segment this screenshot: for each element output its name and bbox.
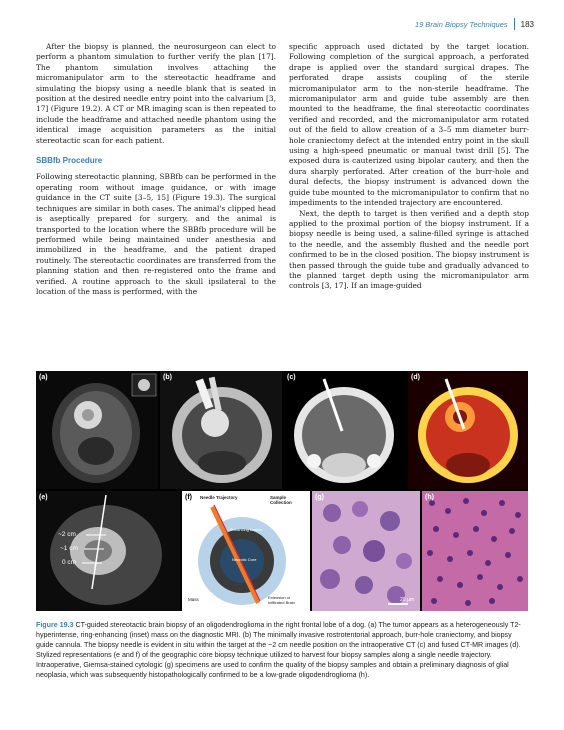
caption-text: CT-guided stereotactic brain biopsy of an oligodendroglioma in the right frontal lobe of a dog. (a) The tumor appears as a heterogeneously T2-hyperintense, ring-enhancing (inset) mass on the diagnostic MRI. (b) The minimally invasive rostrotentorial approach, burr-hole craniectomy, and biopsy guide cannula. The biopsy needle is evident in situ within the target at the ~2 cm needle position on the intraoperative CT (c) and fused CT-MR images (d). Stylized representations (e and f) of the geographic core biopsy technique utilized to harvest four biopsy samples along a single needle trajectory. Intraoperative, Giemsa-stained cytologic (g) specimens are used to confirm the quality of the biopsy samples and obtain a preliminary diagnosis of glial neoplasia, which was subsequently histopathologically confirmed to be a low-grade oligodendroglioma (h). [36,621,521,679]
panel-label-c: (c) [287,374,296,381]
figure-caption [36,620,528,680]
panel-label-e: (e) [39,494,48,501]
panel-a-mri [36,371,158,489]
left-column [36,42,276,297]
mark-1cm: ~1 cm [60,545,78,552]
left-paragraph-2: Following stereotactic planning, SBBfb can be performed in the operating room without image guidance, or with image guidance in the CT suite [3–5, 15] (Figure 19.3). The surgical techniques are similar in both cases. The animal's clipped head is aseptically prepared for surgery, and the animal is transported to the location where the SBBfb procedure will be performed while being maintained under anesthesia and immobilized in the headframe, and the patient draped routinely. The stereotactic coordinates are transferred from the planning station and then re-registered onto the frame and verified. A routine approach to the skull ipsilateral to the location of the mass is performed, with the [36,172,276,296]
needle-position-diagram [36,491,180,611]
necrotic-core-label: Necrotic Core [232,557,257,562]
ct-image [284,371,406,489]
figure-19-3 [36,371,528,611]
right-paragraph-1: specific approach used dictated by the target location. Following completion of the surgical approach, a perforated drape is applied over the standard surgical drapes. The perforated drape assists coupling of the sterile micromanipulator arm to the non-sterile headframe. The micromanipulator arm and guide tube assembly are then mounted to the headframe, the final stereotactic coordinates verified and recorded, and the micromanipulator arm rotated out of the field to allow creation of a 3–5 mm diameter burr-hole craniectomy defect at the intended entry point in the skull using a high-speed pneumatic or manual twist drill [5]. The exposed dura is cauterized using bipolar cautery, and then the dura sharply perforated. After creation of the burr-hole and dural defects, the biopsy instrument is advanced down the guide tube mounted to the micromanipulator to confirm that no impediments to the intended trajectory are encountered. [289,42,529,208]
right-paragraph-2: Next, the depth to target is then verified and a depth stop applied to the proximal portion of the biopsy instrument. If a biopsy needle is being used, a saline-filled syringe is attached to the needle, and the assembly flushed and the needle port confirmed to be in the closed position. The biopsy instrument is then passed through the guide tube and gradually advanced to the planned target depth using the micromanipulator arm controls [3, 17]. If an image-guided [289,208,529,291]
mark-0cm: 0 cm [62,559,77,566]
enhancing-lesion-label: Enhancing Lesion [230,527,262,532]
mri-image [36,371,158,489]
approach-image [160,371,282,489]
left-paragraph-1: After the biopsy is planned, the neurosurgeon can elect to perform a phantom simulation to further verify the plan [17]. The phantom simulation involves attaching the micromanipulator arm to the stereotactic headframe and simulating the biopsy using a needle blank that is seated in position at the desired needle entry point into the calvarium [3, 17] (Figure 19.2). A CT or MR imaging scan is then repeated to include the headframe and attached needle phantom using the identical image acquisition parameters as the initial stereotactic scan for each patient. [36,42,276,145]
page-number: 183 [520,19,534,29]
caption-label: Figure 19.3 [36,621,74,629]
panel-label-a: (a) [39,374,48,381]
panel-f-schematic [182,491,310,611]
panel-d-fused [408,371,528,489]
mass-label: Mass [188,597,199,602]
running-header [415,18,534,30]
cytology-image [312,491,420,611]
panel-h-histology [422,491,528,611]
panel-label-f: (f) [185,494,192,501]
running-title: 19 Brain Biopsy Techniques [414,19,508,29]
extension-label: Extension or Infiltrated Brain [268,595,295,605]
panel-g-cytology [312,491,420,611]
fused-image [408,371,528,489]
sample-collection-label: Sample Collection [270,495,292,505]
histology-image [422,491,528,611]
needle-trajectory-label: Needle Trajectory [200,495,238,500]
header-divider [514,18,515,30]
panel-label-b: (b) [163,374,172,381]
section-heading: SBBfb Procedure [36,156,103,166]
panel-label-h: (h) [425,494,434,501]
panel-b-approach [160,371,282,489]
panel-e-needle-positions [36,491,180,611]
panel-c-ct [284,371,406,489]
panel-label-g: (g) [315,494,324,501]
mark-2cm: ~2 cm [58,531,76,538]
biopsy-schematic [182,491,310,611]
scale-bar-label: 20 µm [400,597,414,603]
panel-label-d: (d) [411,374,420,381]
right-column [289,42,529,292]
